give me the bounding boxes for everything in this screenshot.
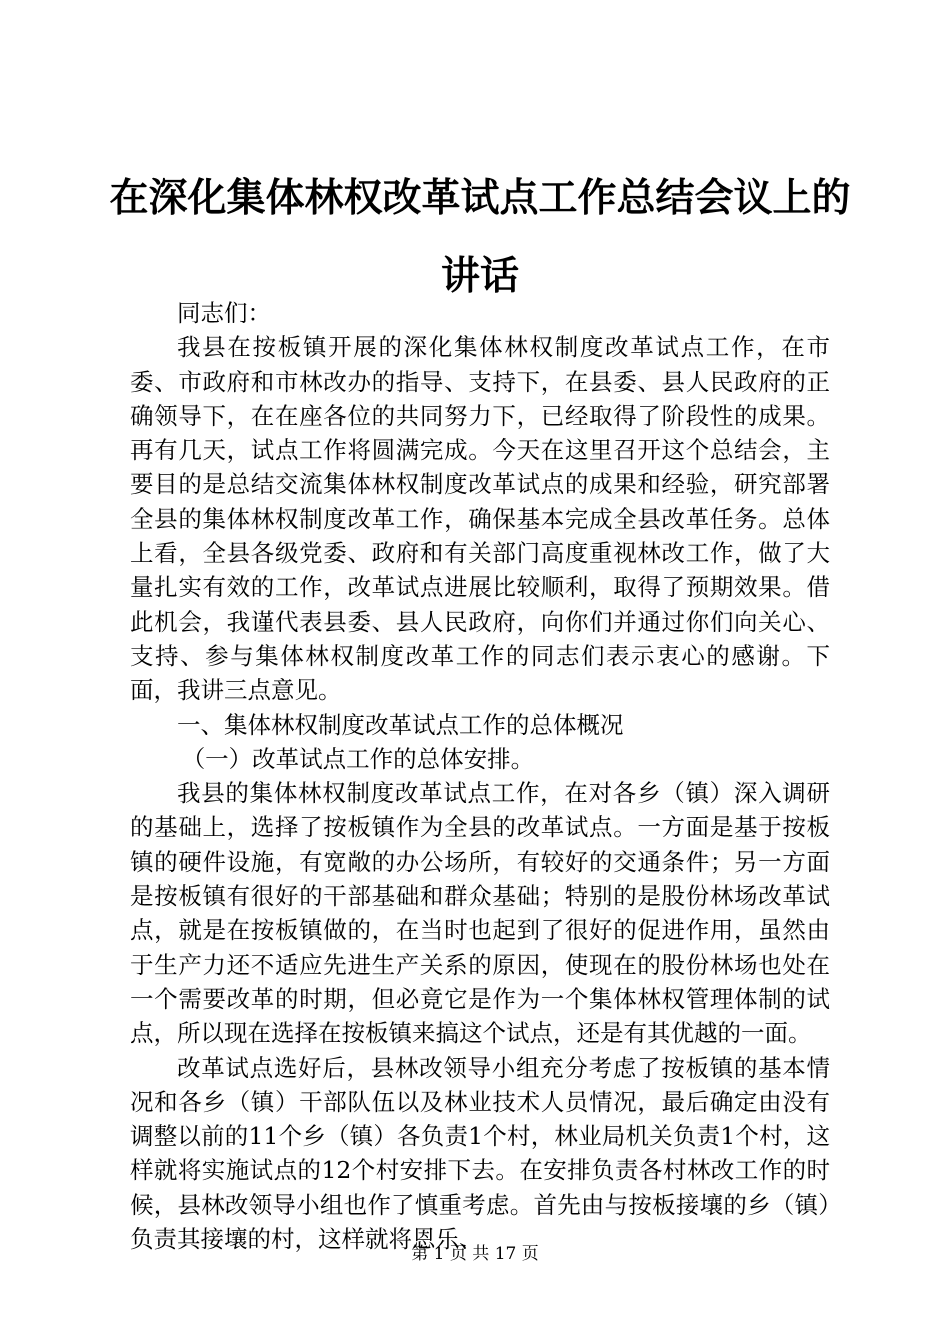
- section-heading: 一、集体林权制度改革试点工作的总体概况: [177, 710, 624, 739]
- body-paragraph: 我县在按板镇开展的深化集体林权制度改革试点工作，在市委、市政府和市林改办的指导、支持下，在县委、县人民政府的正确领导下，在在座各位的共同努力下，已经取得了阶段性的成果。再有几天，试点工作将圆满完成。今天在这里召开这个总结会，主要目的是总结交流集体林权制度改革试点的成果和经验，研究部署全县的集体林权制度改革工作，确保基本完成全县改革任务。总体上看，全县各级党委、政府和有关部门高度重视林改工作，做了大量扎实有效的工作，改革试点进展比较顺利，取得了预期效果。借此机会，我谨代表县委、县人民政府，向你们并通过你们向关心、支持、参与集体林权制度改革工作的同志们表示衷心的感谢。下面，我讲三点意见。: [130, 333, 830, 705]
- subsection-heading: （一）改革试点工作的总体安排。: [181, 744, 535, 773]
- page-footer: 第 1 页 共 17 页: [411, 1244, 539, 1264]
- document-body: [130, 296, 830, 1256]
- document-title: 在深化集体林权改革试点工作总结会议上的讲话: [109, 176, 851, 299]
- body-paragraph: 改革试点选好后，县林改领导小组充分考虑了按板镇的基本情况和各乡（镇）干部队伍以及林业技术人员情况，最后确定由没有调整以前的11个乡（镇）各负责1个村，林业局机关负责1个村，这样就将实施试点的12个村安排下去。在安排负责各村林改工作的时候，县林改领导小组也作了慎重考虑。首先由与按板接壤的乡（镇）负责其接壤的村，这样就将恩乐、: [130, 1053, 830, 1254]
- salutation: 同志们：: [177, 299, 271, 327]
- body-paragraph: 我县的集体林权制度改革试点工作，在对各乡（镇）深入调研的基础上，选择了按板镇作为全县的改革试点。一方面是基于按板镇的硬件设施，有宽敞的办公场所，有较好的交通条件；另一方面是按板镇有很好的干部基础和群众基础；特别的是股份林场改革试点，就是在按板镇做的，在当时也起到了很好的促进作用，虽然由于生产力还不适应先进生产关系的原因，使现在的股份林场也处在一个需要改革的时期，但必竟它是作为一个集体林权管理体制的试点，所以现在选择在按板镇来搞这个试点，还是有其优越的一面。: [130, 779, 830, 1048]
